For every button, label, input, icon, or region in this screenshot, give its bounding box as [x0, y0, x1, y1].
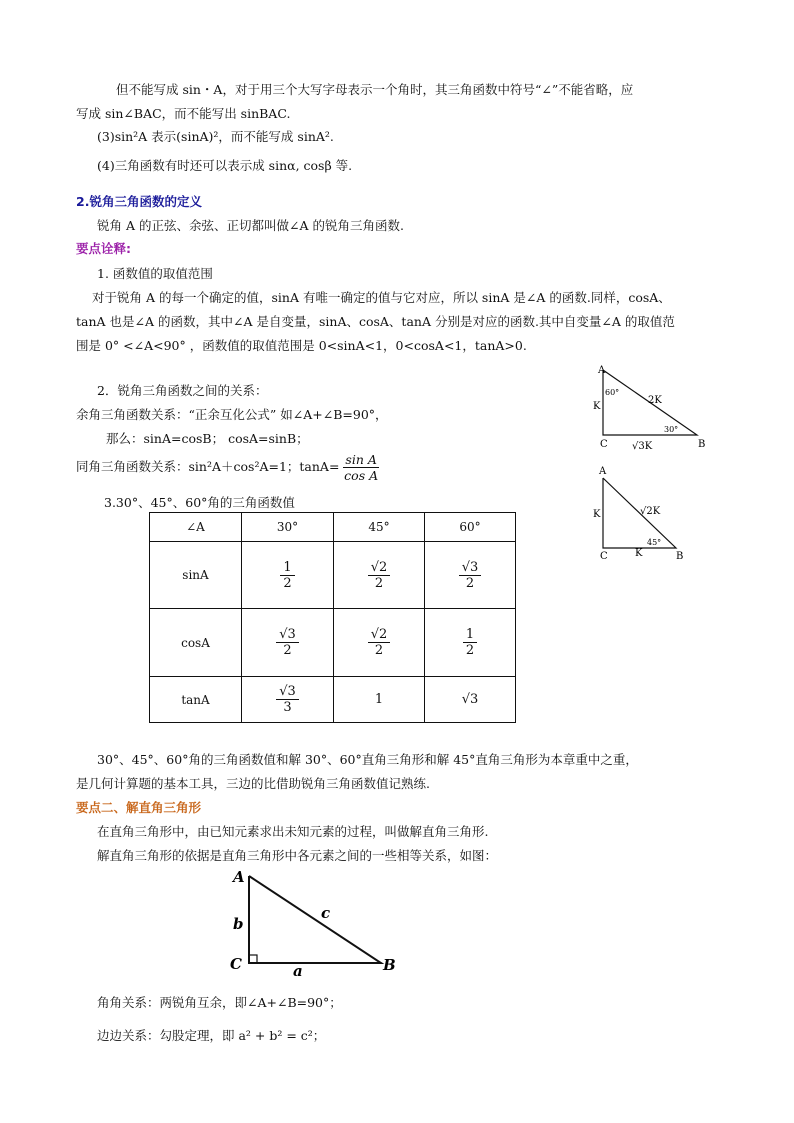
side-label: b	[233, 915, 244, 933]
fraction-numerator: √3	[276, 684, 299, 700]
summary-line: 30°、45°、60°角的三角函数值和解 30°、60°直角三角形和解 45°直角三角形为本章重中之重，	[97, 752, 638, 767]
cell-value	[280, 560, 294, 591]
table-row	[150, 609, 516, 677]
paragraph-line	[76, 450, 379, 484]
row-label: tanA	[150, 677, 242, 723]
table-cell	[334, 677, 425, 723]
table-cell	[242, 609, 334, 677]
fraction-denominator: 3	[283, 700, 292, 715]
vertex-label: B	[383, 956, 396, 974]
trig-values-table	[149, 512, 516, 723]
table-cell	[425, 609, 516, 677]
fraction-denominator: cos A	[344, 468, 379, 483]
cell-value	[375, 692, 383, 707]
vertex-label: A	[599, 466, 607, 477]
section-heading: 要点二、解直角三角形	[76, 800, 202, 815]
side-relation: 边边关系：勾股定理，即 a² + b² = c²；	[97, 1028, 326, 1043]
paragraph-line: 解直角三角形的依据是直角三角形中各元素之间的一些相等关系，如图：	[97, 848, 498, 863]
fraction-numerator: √2	[368, 627, 391, 643]
right-triangle-abc-figure	[225, 866, 405, 981]
table-cell	[242, 542, 334, 609]
cell-value	[463, 627, 477, 658]
cell-value	[459, 560, 482, 591]
side-label: 2K	[648, 395, 662, 406]
vertex-label: B	[676, 551, 684, 562]
fraction-numerator: sin A	[345, 452, 377, 467]
paragraph-line: 余角三角函数关系：“正余互化公式” 如∠A+∠B=90°，	[76, 407, 388, 422]
item-title: 3.30°、45°、60°角的三角函数值	[104, 495, 295, 510]
fraction-numerator: 1	[280, 560, 294, 576]
paragraph-line: 在直角三角形中，由已知元素求出未知元素的过程，叫做解直角三角形.	[97, 824, 489, 839]
table-cell	[425, 677, 516, 723]
cell-value	[276, 627, 299, 658]
item-title: 1. 函数值的取值范围	[97, 266, 213, 281]
paragraph-line: 围是 0° <∠A<90° ，函数值的取值范围是 0<sinA<1，0<cosA<1，tanA>0.	[76, 338, 527, 353]
table-cell	[334, 542, 425, 609]
row-label: cosA	[150, 609, 242, 677]
paragraph-line: tanA 也是∠A 的函数，其中∠A 是自变量，sinA、cosA、tanA 分别是对应的函数.其中自变量∠A 的取值范	[76, 314, 675, 329]
table-header: 45°	[334, 513, 425, 542]
angle-relation: 角角关系：两锐角互余，即∠A+∠B=90°；	[97, 995, 342, 1010]
summary-line: 是几何计算题的基本工具，三边的比借助锐角三角函数值记熟练.	[76, 776, 430, 791]
table-row	[150, 542, 516, 609]
cell-value	[368, 627, 391, 658]
vertex-label: A	[233, 868, 245, 886]
side-label: K	[593, 509, 601, 520]
side-label: c	[321, 904, 331, 922]
tan-fraction	[343, 452, 378, 483]
side-label: K	[593, 401, 601, 412]
fraction-denominator: 2	[374, 643, 384, 658]
table-header-row	[150, 513, 516, 542]
table-cell	[425, 542, 516, 609]
side-label: a	[293, 962, 303, 980]
vertex-label: C	[600, 439, 608, 450]
cell-value	[368, 560, 391, 591]
fraction-numerator: √3	[276, 627, 299, 643]
fraction-denominator: 2	[374, 575, 384, 591]
note-line: 写成 sin∠BAC，而不能写出 sinBAC.	[76, 106, 291, 121]
angle-label: 30°	[664, 425, 679, 434]
vertex-label: C	[230, 955, 242, 973]
fraction-denominator: 2	[283, 575, 292, 591]
angle-label: 60°	[605, 388, 620, 397]
triangle-30-60-figure	[590, 362, 720, 562]
fraction-numerator: √3	[459, 560, 482, 576]
paragraph-line: 那么：sinA=cosB； cosA=sinB；	[106, 431, 309, 446]
angle-label: 45°	[647, 538, 662, 547]
table-header: ∠A	[150, 513, 242, 542]
item-title: 2．锐角三角函数之间的关系：	[97, 383, 268, 398]
section-heading: 2.锐角三角函数的定义	[76, 194, 202, 209]
table-header: 60°	[425, 513, 516, 542]
vertex-label: C	[600, 551, 608, 562]
fraction-denominator: 2	[283, 643, 292, 658]
table-cell	[242, 677, 334, 723]
vertex-label: B	[698, 439, 706, 450]
row-label: sinA	[150, 542, 242, 609]
fraction-denominator: 2	[465, 575, 475, 591]
side-label: √3K	[632, 441, 653, 452]
cell-value	[276, 684, 299, 715]
cell-value	[462, 692, 479, 707]
side-label: K	[635, 548, 643, 559]
table-row	[150, 677, 516, 723]
fraction-numerator: √2	[368, 560, 391, 576]
keypoints-heading: 要点诠释:	[76, 241, 131, 256]
vertex-label: A	[598, 365, 606, 376]
note-line: 但不能写成 sin・A，对于用三个大写字母表示一个角时，其三角函数中符号“∠”不能省略，应	[116, 82, 634, 97]
fraction-numerator: 1	[463, 627, 477, 643]
fraction-denominator: 2	[465, 643, 475, 658]
table-cell	[334, 609, 425, 677]
table-header: 30°	[242, 513, 334, 542]
definition-text: 锐角 A 的正弦、余弦、正切都叫做∠A 的锐角三角函数.	[97, 218, 404, 233]
fraction-numerator: 1	[374, 692, 384, 707]
fraction-numerator: √3	[461, 692, 479, 707]
note-line: (4)三角函数有时还可以表示成 sinα, cosβ 等.	[97, 158, 353, 173]
paragraph-line: 对于锐角 A 的每一个确定的值，sinA 有唯一确定的值与它对应，所以 sinA 是∠A 的函数.同样，cosA、	[92, 290, 671, 305]
note-line: (3)sin²A 表示(sinA)²，而不能写成 sinA².	[97, 129, 334, 144]
identity-text: 同角三角函数关系：sin²A＋cos²A=1；tanA=	[76, 459, 340, 474]
side-label: √2K	[640, 506, 661, 517]
